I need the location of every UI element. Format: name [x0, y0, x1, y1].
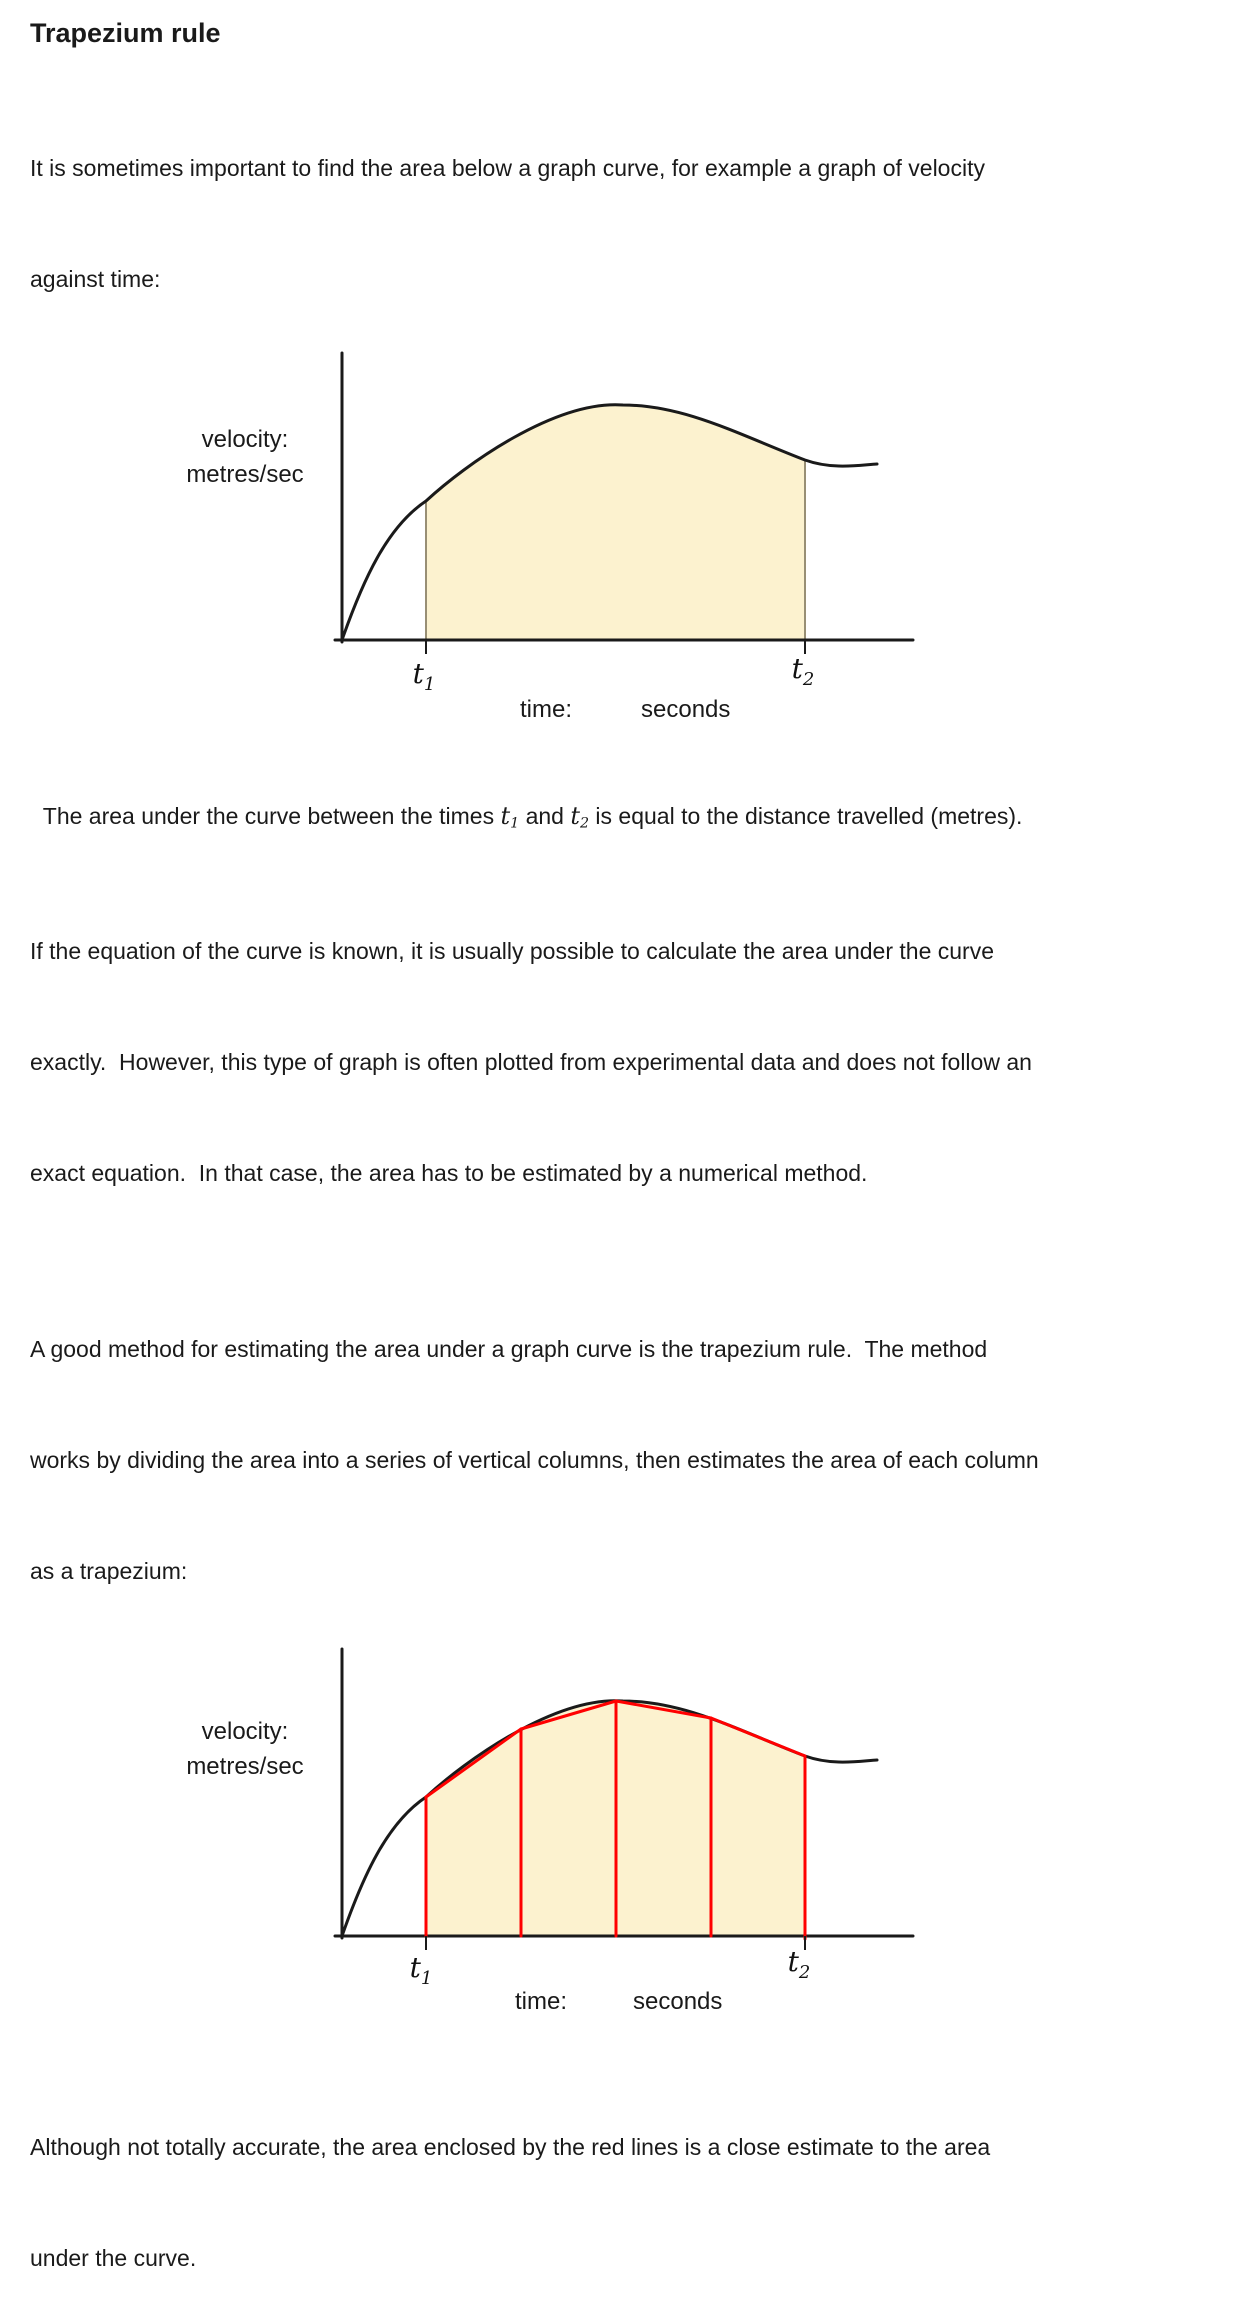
t2-inline-sub: 2: [579, 815, 590, 832]
t1-inline-sub: 1: [510, 815, 520, 832]
x-axis-units-label: seconds: [641, 696, 731, 723]
intro-paragraph: [30, 76, 1218, 335]
x-axis-label: time:: [520, 696, 573, 723]
equation-paragraph: [30, 859, 1218, 1229]
text-segment: The area under the curve between the times: [42, 803, 501, 829]
figure-velocity-time-trapeziums: [165, 1641, 1218, 2041]
text-line: Although not totally accurate, the area enclosed by the red lines is a close estimate to the area: [30, 2133, 991, 2160]
y-axis-label-line2: metres/sec: [186, 461, 304, 488]
closing-paragraph: [30, 2055, 1218, 2314]
text-line: as a trapezium:: [30, 1557, 188, 1584]
figure-velocity-time-shaded: [165, 345, 1218, 745]
t2-label: $t_2$: [787, 1944, 811, 1983]
x-axis-units-label: seconds: [633, 1987, 723, 2015]
t1-label: $t_1$: [409, 1950, 433, 1989]
page-title: Trapezium rule: [30, 18, 221, 48]
velocity-time-graph-plain: [165, 345, 945, 745]
area-sentence: [30, 761, 1218, 843]
t2-inline-math: t: [570, 802, 580, 830]
shaded-area-under-curve: [426, 405, 805, 640]
t1-inline-math: t: [500, 802, 511, 830]
text-line: under the curve.: [30, 2244, 197, 2271]
y-axis-label-line2: metres/sec: [186, 1752, 304, 1780]
text-line: It is sometimes important to find the area below a graph curve, for example a graph of velocity: [30, 155, 985, 181]
text-segment: and: [519, 803, 571, 829]
text-line: against time:: [30, 266, 161, 292]
y-axis-label-line1: velocity:: [201, 426, 289, 453]
text-line: A good method for estimating the area under a graph curve is the trapezium rule. The method: [30, 1335, 988, 1362]
text-line: exactly. However, this type of graph is often plotted from experimental data and does not follow an: [30, 1048, 1032, 1075]
x-axis-label: time:: [515, 1987, 568, 2015]
method-paragraph: [30, 1257, 1218, 1627]
text-line: works by dividing the area into a series of vertical columns, then estimates the area of each column: [30, 1446, 1039, 1473]
text-line: If the equation of the curve is known, it is usually possible to calculate the area under the curve: [30, 937, 995, 964]
text-segment: is equal to the distance travelled (metres).: [589, 803, 1023, 829]
t1-label: $t_1$: [412, 657, 436, 695]
y-axis-label-line1: velocity:: [201, 1717, 289, 1745]
velocity-time-graph-trapezium: [165, 1641, 945, 2041]
text-line: exact equation. In that case, the area has to be estimated by a numerical method.: [30, 1159, 868, 1186]
t2-label: $t_2$: [791, 652, 815, 690]
